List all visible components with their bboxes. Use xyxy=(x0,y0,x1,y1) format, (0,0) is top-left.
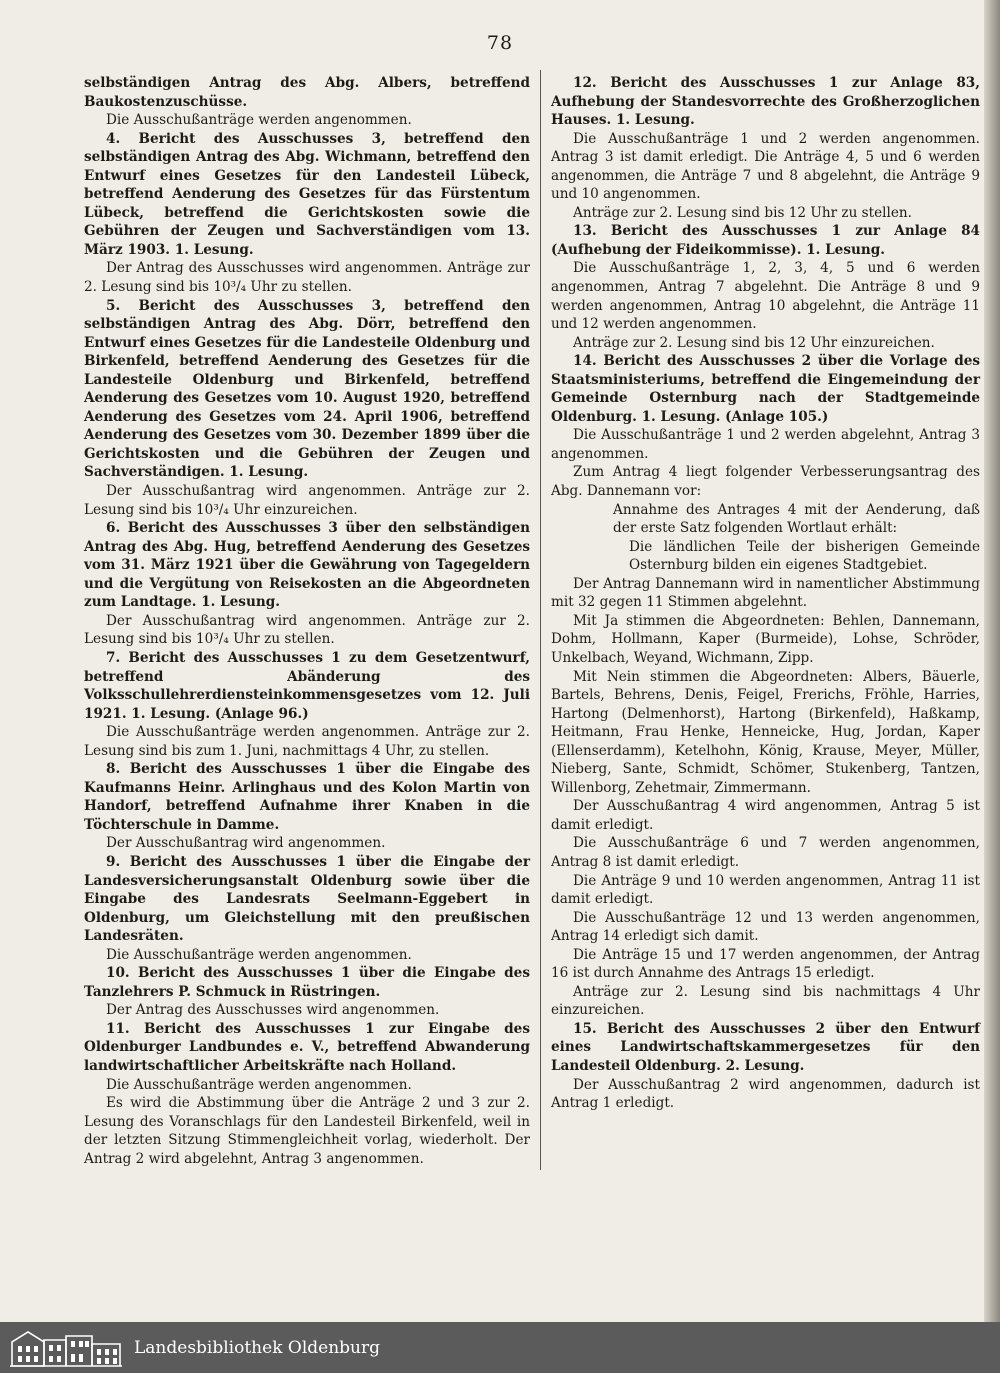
paragraph: 10. Bericht des Ausschusses 1 über die Eingabe des Tanzlehrers P. Schmuck in Rüstringen. xyxy=(84,965,530,1000)
paragraph: Die Ausschußanträge 1 und 2 werden abgelehnt, Antrag 3 angenommen. xyxy=(551,427,980,462)
page-number: 78 xyxy=(486,32,514,54)
paragraph: Der Antrag des Ausschusses wird angenommen. Anträge zur 2. Lesung sind bis 10³/₄ Uhr zu stellen. xyxy=(84,260,530,296)
paragraph: Die Ausschußanträge 1, 2, 3, 4, 5 und 6 werden angenommen, Antrag 7 abgelehnt. Die Anträge 8 und 9 werden angenommen, Antrag 10 abgelehnt, die Anträge 11 und 12 werden angenommen. xyxy=(551,260,980,333)
column-divider xyxy=(540,70,541,1170)
paragraph: Der Ausschußantrag wird angenommen. Anträge zur 2. Lesung sind bis 10³/₄ Uhr einzureichen. xyxy=(84,483,530,518)
paragraph: Die Ausschußanträge 1 und 2 werden angenommen. Antrag 3 ist damit erledigt. Die Anträge 4, 5 und 6 werden angenommen, die Anträge 7 und 8 abgelehnt, die Anträge 9 und 10 angenommen. xyxy=(551,130,980,203)
paragraph: Der Ausschußantrag wird angenommen. Anträge zur 2. Lesung sind bis 10³/₄ Uhr zu stellen. xyxy=(84,612,530,648)
paragraph: 12. Bericht des Ausschusses 1 zur Anlage 83, Aufhebung der Standesvorrechte des Großherzoglichen Hauses. 1. Lesung. xyxy=(551,75,980,129)
paragraph: Der Ausschußantrag 2 wird angenommen, dadurch ist Antrag 1 erledigt. xyxy=(551,1076,980,1112)
paragraph: Annahme des Antrages 4 mit der Aenderung, daß der erste Satz folgenden Wortlaut erhält: xyxy=(613,501,980,537)
paragraph: 11. Bericht des Ausschusses 1 zur Eingabe des Oldenburger Landbundes e. V., betreffend Abwanderung landwirtschaftlicher Arbeitskräfte nach Holland. xyxy=(84,1020,530,1074)
paragraph: Anträge zur 2. Lesung sind bis 12 Uhr zu stellen. xyxy=(573,204,912,221)
paragraph: Die Ausschußanträge werden angenommen. xyxy=(106,112,412,129)
page-edge-shadow xyxy=(984,0,1000,1322)
paragraph: 7. Bericht des Ausschusses 1 zu dem Gesetzentwurf, betreffend Abänderung des Volksschullehrerdiensteinkommensgesetzes vom 12. Juli 1921. 1. Lesung. (Anlage 96.) xyxy=(84,649,530,722)
paragraph: 15. Bericht des Ausschusses 2 über den Entwurf eines Landwirtschaftskammergesetzes für den Landesteil Oldenburg. 2. Lesung. xyxy=(551,1020,980,1074)
paragraph: Die Anträge 15 und 17 werden angenommen, der Antrag 16 ist durch Annahme des Antrags 15 erledigt. xyxy=(551,946,980,982)
paragraph: Mit Ja stimmen die Abgeordneten: Behlen, Dannemann, Dohm, Hollmann, Kaper (Burmeide), Lohse, Schröder, Unkelbach, Weyand, Wichmann, Zipp. xyxy=(551,612,980,666)
paragraph: Der Ausschußantrag 4 wird angenommen, Antrag 5 ist damit erledigt. xyxy=(551,798,980,833)
paragraph: 8. Bericht des Ausschusses 1 über die Eingabe des Kaufmanns Heinr. Arlinghaus und des Kolon Martin von Handorf, betreffend Aufnahme ihrer Knaben in die Töchterschule in Damme. xyxy=(84,761,530,833)
paragraph: Die Ausschußanträge werden angenommen. xyxy=(106,1076,412,1093)
paragraph: Es wird die Abstimmung über die Anträge 2 und 3 zur 2. Lesung des Voranschlags für den Landesteil Birkenfeld, weil in der letzten Sitzung Stimmengleichheit vorlag, wiederholt. Der Antrag 2 wird abgelehnt, Antrag 3 angenommen. xyxy=(84,1095,530,1167)
left-column xyxy=(84,74,530,1168)
paragraph: selbständigen Antrag des Abg. Albers, betreffend Baukostenzuschüsse. xyxy=(84,75,530,110)
right-column xyxy=(551,74,980,1113)
paragraph: Die Ausschußanträge werden angenommen. xyxy=(106,946,412,963)
paragraph: Die Ausschußanträge 6 und 7 werden angenommen, Antrag 8 ist damit erledigt. xyxy=(551,835,980,870)
paragraph: Der Ausschußantrag wird angenommen. xyxy=(106,835,386,852)
paragraph: Der Antrag des Ausschusses wird angenommen. xyxy=(106,1002,440,1019)
footer-bar xyxy=(0,1322,1000,1373)
paragraph: 4. Bericht des Ausschusses 3, betreffend den selbständigen Antrag des Abg. Wichmann, betreffend den Entwurf eines Gesetzes für den Landesteil Lübeck, betreffend Aenderung des Gesetzes für das Fürstentum Lübeck, betreffend die Gerichtskosten sowie die Gebühren der Zeugen und Sachverständigen vom 13. März 1903. 1. Lesung. xyxy=(84,130,530,258)
paragraph: Mit Nein stimmen die Abgeordneten: Albers, Bäuerle, Bartels, Behrens, Denis, Feigel, Frerichs, Fröhle, Harries, Hartong (Delmenhorst), Hartong (Birkenfeld), Haßkamp, Heitmann, Frau Henke, Henneicke, Hug, Jordan, Kaper (Ellenserdamm), Ketelhohn, König, Krause, Meyer, Müller, Nieberg, Sante, Schmidt, Schömer, Stukenberg, Tantzen, Willenborg, Zehetmair, Zimmermann. xyxy=(551,668,980,796)
paragraph: Der Antrag Dannemann wird in namentlicher Abstimmung mit 32 gegen 11 Stimmen abgelehnt. xyxy=(551,575,980,611)
library-name: Landesbibliothek Oldenburg xyxy=(134,1337,381,1358)
paragraph: 13. Bericht des Ausschusses 1 zur Anlage 84 (Aufhebung der Fideikommisse). 1. Lesung. xyxy=(551,223,980,258)
paragraph: Die Anträge 9 und 10 werden angenommen, Antrag 11 ist damit erledigt. xyxy=(551,872,980,908)
paragraph: Zum Antrag 4 liegt folgender Verbesserungsantrag des Abg. Dannemann vor: xyxy=(551,464,980,500)
paragraph: 14. Bericht des Ausschusses 2 über die Vorlage des Staatsministeriums, betreffend die Eingemeindung der Gemeinde Osternburg nach der Stadtgemeinde Oldenburg. 1. Lesung. (Anlage 105.) xyxy=(551,353,980,425)
paragraph: Anträge zur 2. Lesung sind bis nachmittags 4 Uhr einzureichen. xyxy=(551,983,980,1019)
library-building-icon xyxy=(8,1328,124,1368)
paragraph: 6. Bericht des Ausschusses 3 über den selbständigen Antrag des Abg. Hug, betreffend Aenderung des Gesetzes vom 31. März 1921 über die Gewährung von Tagegeldern und die Vergütung von Reisekosten an die Abgeordneten zum Landtage. 1. Lesung. xyxy=(84,520,530,611)
paragraph: Die Ausschußanträge werden angenommen. Anträge zur 2. Lesung sind bis zum 1. Juni, nachmittags 4 Uhr, zu stellen. xyxy=(84,724,530,759)
paragraph: Anträge zur 2. Lesung sind bis 12 Uhr einzureichen. xyxy=(573,334,935,351)
paragraph: Die Ausschußanträge 12 und 13 werden angenommen, Antrag 14 erledigt sich damit. xyxy=(551,909,980,945)
paragraph: 5. Bericht des Ausschusses 3, betreffend den selbständigen Antrag des Abg. Dörr, betreffend den Entwurf eines Gesetzes für die Landesteile Oldenburg und Birkenfeld, betreffend Aenderung des Gesetzes für die Landesteile Oldenburg und Birkenfeld, betreffend Aenderung des Gesetzes vom 10. August 1920, betreffend Aenderung des Gesetzes vom 24. April 1906, betreffend Aenderung des Gesetzes vom 30. Dezember 1899 über die Gerichtskosten und die Gebühren der Zeugen und Sachverständigen. 1. Lesung. xyxy=(84,297,530,481)
paragraph: Die ländlichen Teile der bisherigen Gemeinde Osternburg bilden ein eigenes Stadtgebiet. xyxy=(629,538,980,574)
paragraph: 9. Bericht des Ausschusses 1 über die Eingabe der Landesversicherungsanstalt Oldenburg sowie über die Eingabe des Landesrats Seelmann-Eggebert in Oldenburg, um Gleichstellung mit den preußischen Landesräten. xyxy=(84,853,530,945)
